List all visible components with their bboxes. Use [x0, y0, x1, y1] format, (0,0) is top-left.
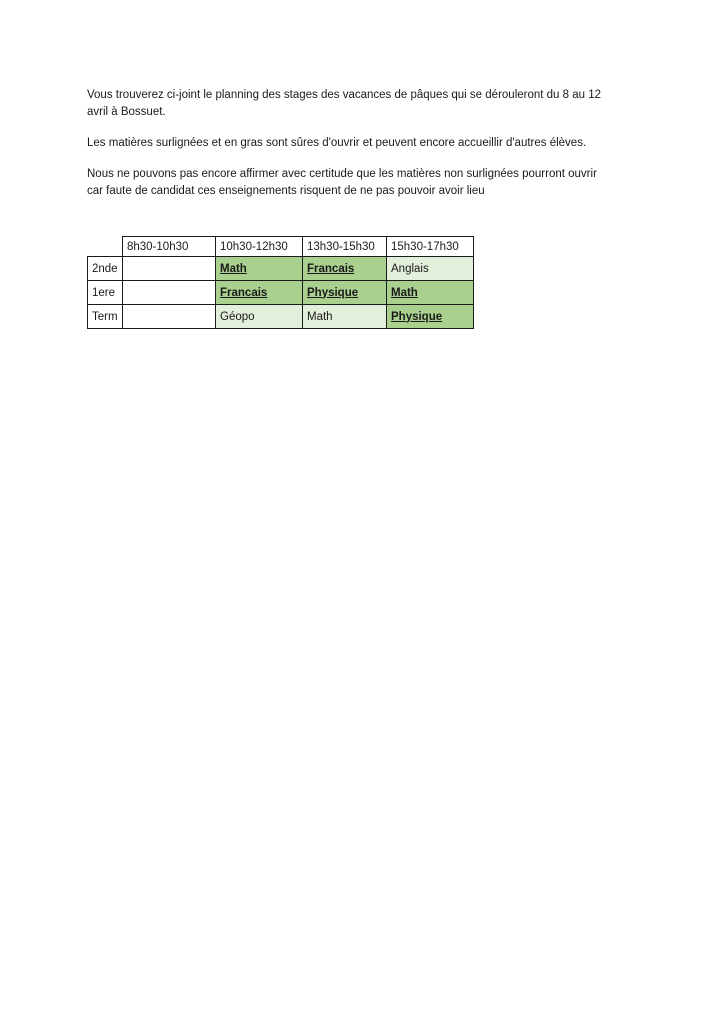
- header-corner-cell: [88, 237, 123, 257]
- schedule-cell: Math: [387, 281, 474, 305]
- schedule-cell: [123, 281, 216, 305]
- schedule-row-term: [88, 305, 474, 329]
- row-level-label: 2nde: [88, 257, 123, 281]
- header-slot-4: 15h30-17h30: [387, 237, 474, 257]
- schedule-cell: Géopo: [216, 305, 303, 329]
- intro-paragraph: [87, 87, 647, 121]
- schedule-cell: Francais: [303, 257, 387, 281]
- uncertain-note-line-2: car faute de candidat ces enseignements risquent de ne pas pouvoir avoir lieu: [87, 185, 485, 197]
- schedule-cell: [123, 305, 216, 329]
- schedule-cell: Math: [216, 257, 303, 281]
- row-level-label: 1ere: [88, 281, 123, 305]
- uncertain-note-paragraph: [87, 166, 647, 200]
- header-slot-2: 10h30-12h30: [216, 237, 303, 257]
- schedule-cell: Francais: [216, 281, 303, 305]
- intro-line-2: avril à Bossuet.: [87, 106, 166, 118]
- confirmed-note-text: Les matières surlignées et en gras sont sûres d'ouvrir et peuvent encore accueillir d'autres élèves.: [87, 137, 587, 149]
- schedule-table: [87, 236, 474, 329]
- schedule-cell: Physique: [303, 281, 387, 305]
- schedule-header-row: [88, 237, 474, 257]
- row-level-label: Term: [88, 305, 123, 329]
- header-slot-1: 8h30-10h30: [123, 237, 216, 257]
- schedule-cell: Anglais: [387, 257, 474, 281]
- uncertain-note-line-1: Nous ne pouvons pas encore affirmer avec certitude que les matières non surlignées pourront ouvrir: [87, 168, 597, 180]
- header-slot-3: 13h30-15h30: [303, 237, 387, 257]
- schedule-row-2nde: [88, 257, 474, 281]
- intro-line-1: Vous trouverez ci-joint le planning des stages des vacances de pâques qui se dérouleront du 8 au 12: [87, 89, 602, 101]
- schedule-cell: Math: [303, 305, 387, 329]
- schedule-cell: Physique: [387, 305, 474, 329]
- schedule-row-1ere: [88, 281, 474, 305]
- confirmed-note-paragraph: [87, 135, 647, 152]
- schedule-cell: [123, 257, 216, 281]
